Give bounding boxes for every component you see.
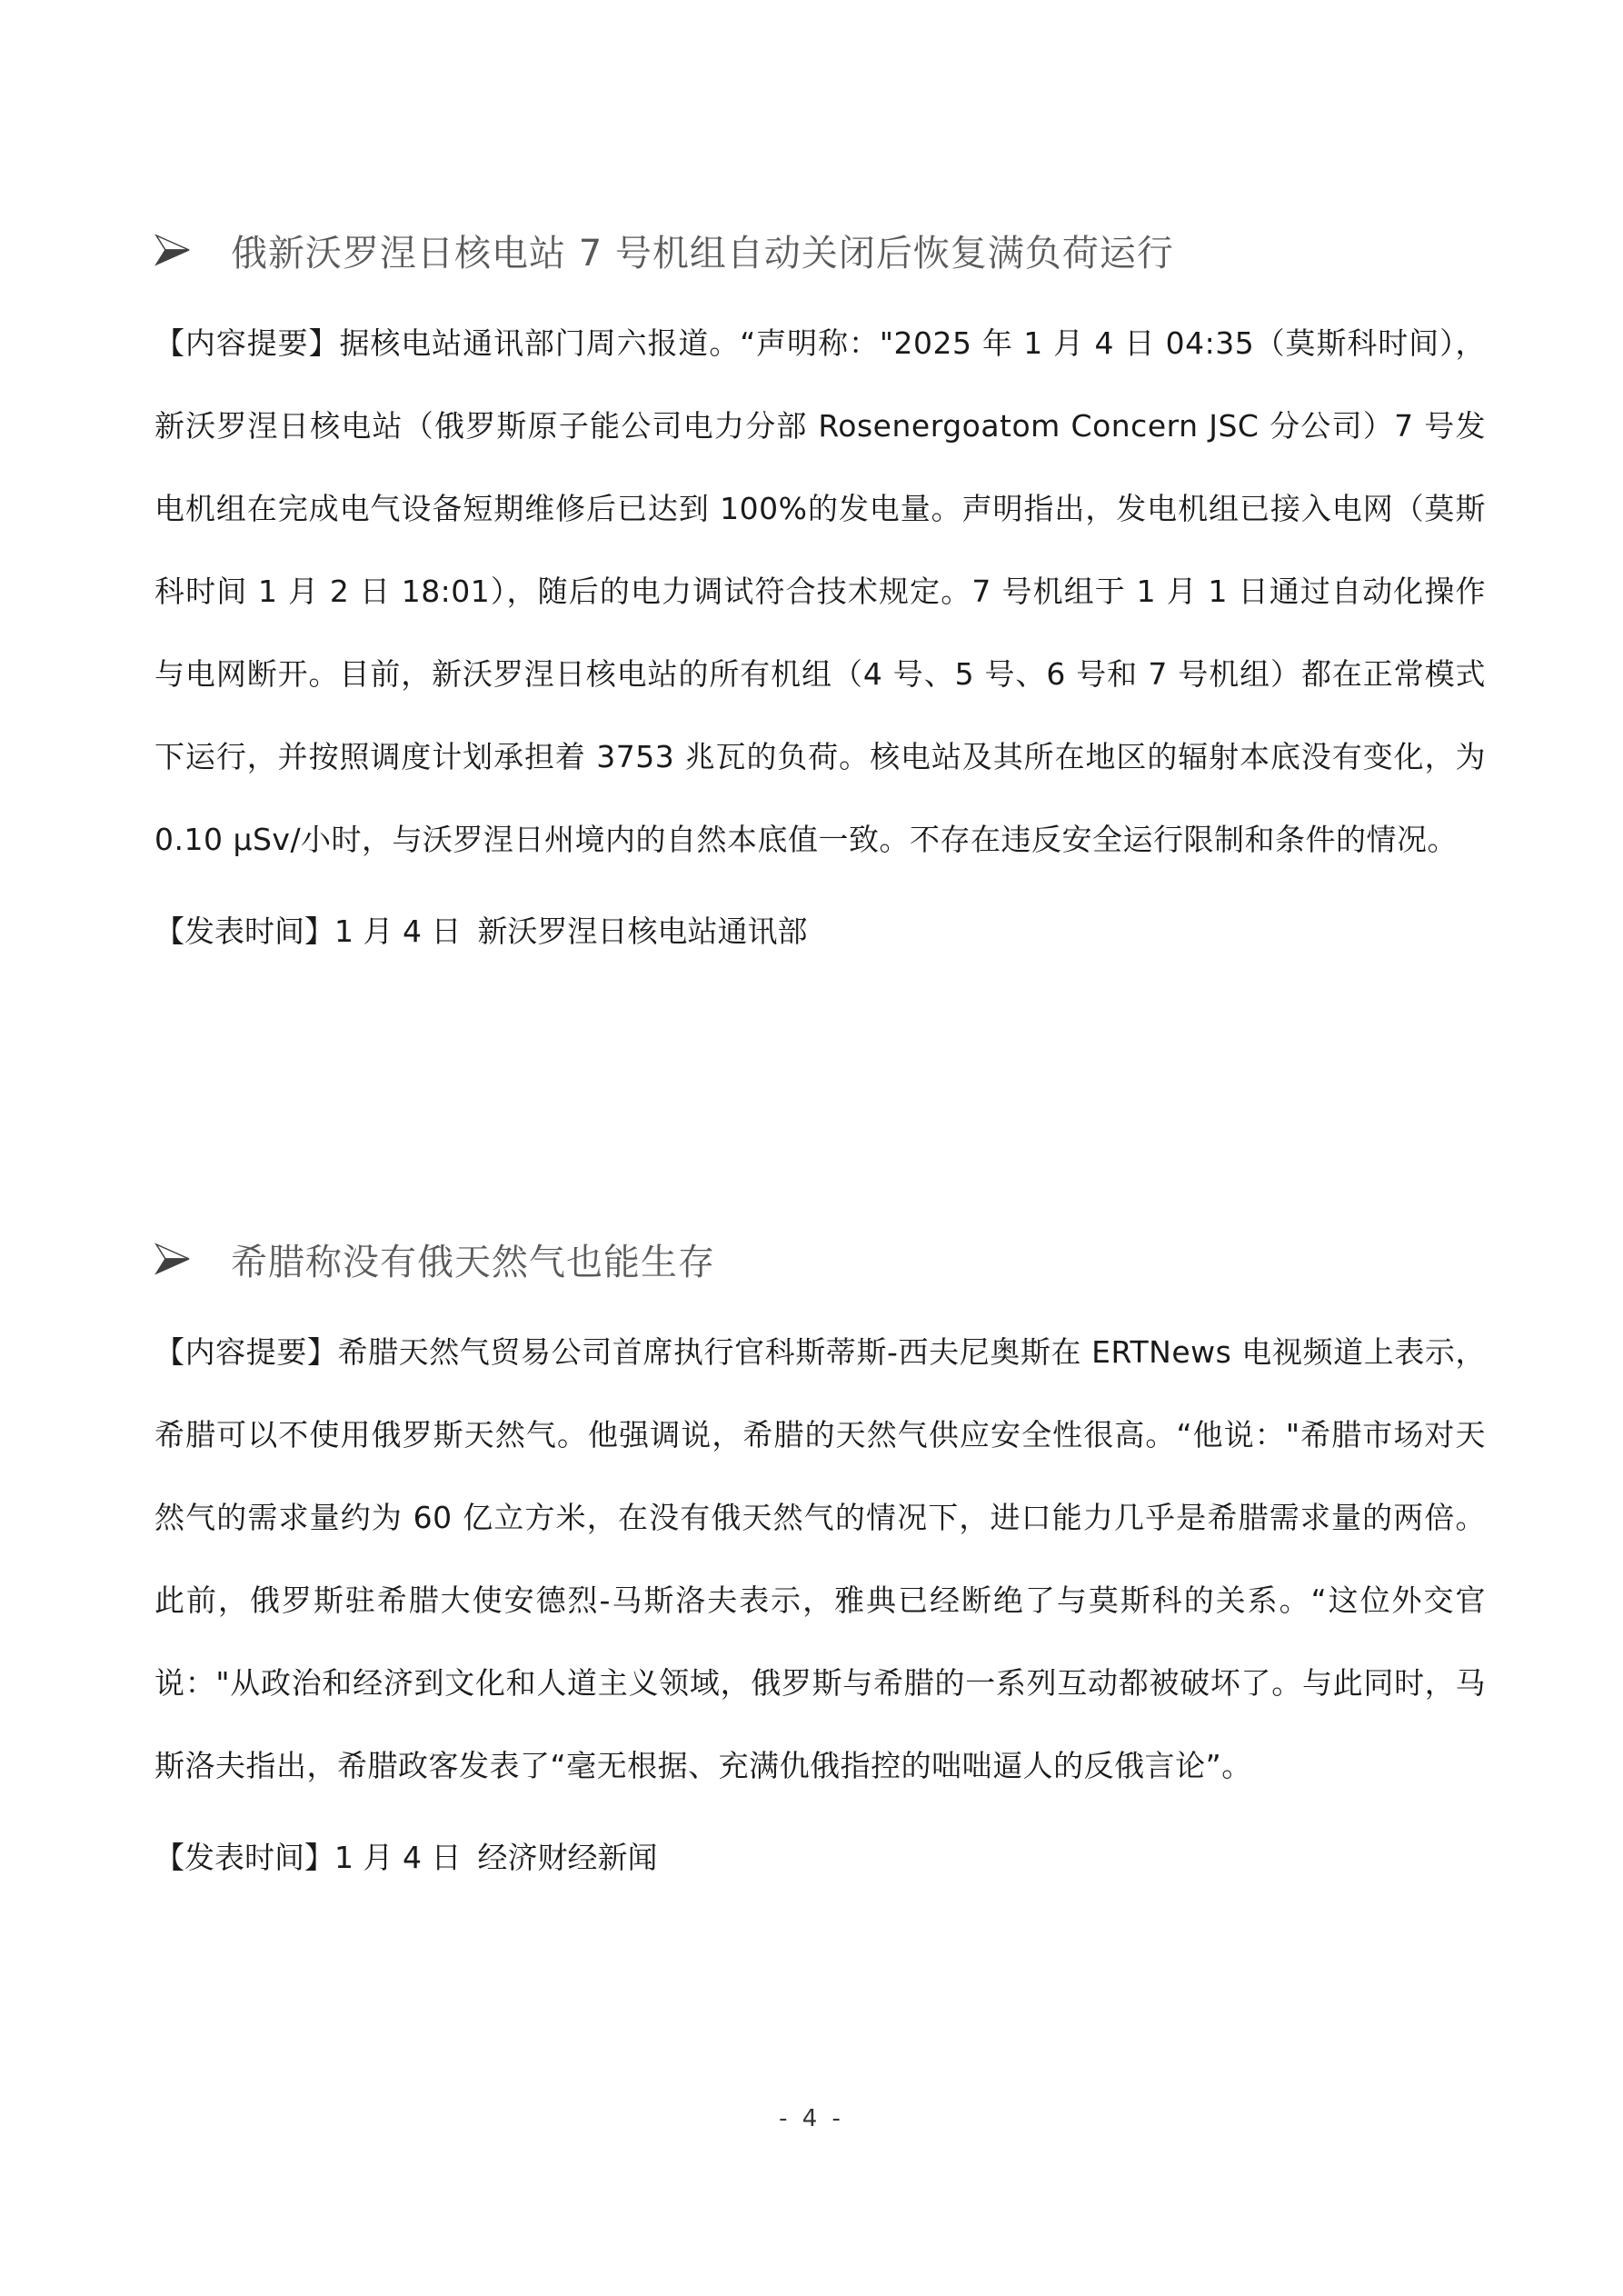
news-article bbox=[154, 218, 1486, 973]
summary-label: 【内容提要】 bbox=[154, 1334, 338, 1370]
article-heading bbox=[154, 218, 1486, 282]
summary-label: 【内容提要】 bbox=[154, 325, 340, 361]
article-summary bbox=[154, 1311, 1486, 1807]
page-number: - 4 - bbox=[779, 2105, 844, 2132]
summary-text: 希腊天然气贸易公司首席执行官科斯蒂斯-西夫尼奥斯在 ERTNews 电视频道上表示，希腊可以不使用俄罗斯天然气。他强调说，希腊的天然气供应安全性很高。“他说："希腊市场对天然气的需求量约为 60 亿立方米，在没有俄天然气的情况下，进口能力几乎是希腊需求量的两倍。此前，俄罗斯驻希腊大使安德烈-马斯洛夫表示，雅典已经断绝了与莫斯科的关系。“这位外交官说："从政治和经济到文化和人道主义领域，俄罗斯与希腊的一系列互动都被破坏了。与此同时，马斯洛夫指出，希腊政客发表了“毫无根据、充满仇俄指控的咄咄逼人的反俄言论”。 bbox=[154, 1334, 1486, 1783]
article-title: 俄新沃罗涅日核电站 7 号机组自动关闭后恢复满负荷运行 bbox=[231, 232, 1174, 275]
publish-source: 经济财经新闻 bbox=[477, 1840, 658, 1875]
news-article bbox=[154, 1227, 1486, 1899]
article-summary bbox=[154, 302, 1486, 881]
arrowhead-bullet-icon bbox=[154, 1243, 191, 1275]
publish-label: 【发表时间】 bbox=[154, 913, 334, 949]
publish-info bbox=[154, 890, 1486, 973]
publish-date: 1 月 4 日 bbox=[334, 1840, 462, 1875]
publish-source: 新沃罗涅日核电站通讯部 bbox=[477, 913, 808, 949]
arrowhead-bullet-icon bbox=[154, 234, 191, 266]
publish-label: 【发表时间】 bbox=[154, 1840, 334, 1875]
publish-info bbox=[154, 1816, 1486, 1899]
article-heading bbox=[154, 1227, 1486, 1291]
summary-text: 据核电站通讯部门周六报道。“声明称："2025 年 1 月 4 日 04:35（莫斯科时间），新沃罗涅日核电站（俄罗斯原子能公司电力分部 Rosenergoatom Concern JSC 分公司）7 号发电机组在完成电气设备短期维修后已达到 100%的发电量。声明指出，发电机组已接入电网（莫斯科时间 1 月 2 日 18:01），随后的电力调试符合技术规定。7 号机组于 1 月 1 日通过自动化操作与电网断开。目前，新沃罗涅日核电站的所有机组（4 号、5 号、6 号和 7 号机组）都在正常模式下运行，并按照调度计划承担着 3753 兆瓦的负荷。核电站及其所在地区的辐射本底没有变化，为 0.10 μSv/小时，与沃罗涅日州境内的自然本底值一致。不存在违反安全运行限制和条件的情况。 bbox=[154, 325, 1486, 857]
publish-date: 1 月 4 日 bbox=[334, 913, 462, 949]
article-title: 希腊称没有俄天然气也能生存 bbox=[231, 1241, 715, 1283]
